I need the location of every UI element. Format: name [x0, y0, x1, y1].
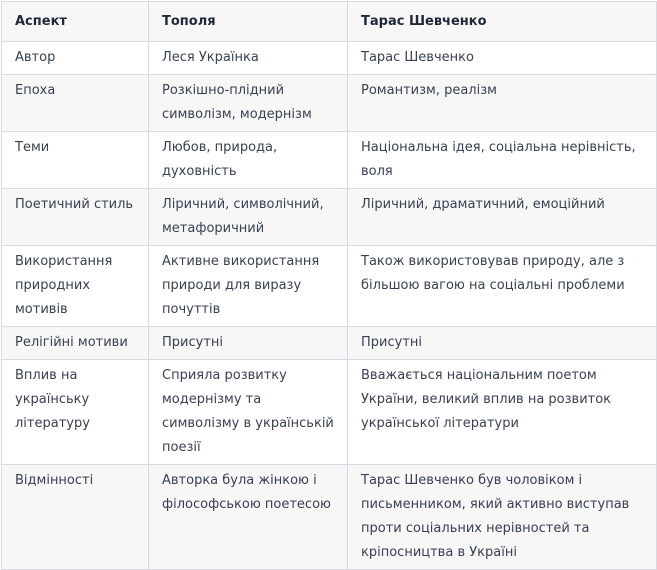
cell-aspect: Автор [2, 42, 149, 75]
table-row [2, 189, 657, 246]
cell-aspect: Відмінності [2, 465, 149, 570]
cell-aspect: Епоха [2, 75, 149, 132]
cell-topolia: Сприяла розвитку модернізму та символізму в українській поезії [149, 360, 348, 465]
cell-topolia: Любов, природа, духовність [149, 132, 348, 189]
header-row [2, 2, 657, 42]
cell-topolia: Авторка була жінкою і філософською поетесою [149, 465, 348, 570]
comparison-table [1, 1, 657, 570]
cell-topolia: Розкішно-плідний символізм, модернізм [149, 75, 348, 132]
table-row [2, 360, 657, 465]
table-row [2, 132, 657, 189]
cell-shevchenko: Національна ідея, соціальна нерівність, воля [348, 132, 657, 189]
table-row [2, 42, 657, 75]
table-row [2, 246, 657, 327]
cell-topolia: Ліричний, символічний, метафоричний [149, 189, 348, 246]
cell-topolia: Присутні [149, 327, 348, 360]
cell-shevchenko: Романтизм, реалізм [348, 75, 657, 132]
table-body [2, 42, 657, 570]
cell-shevchenko: Тарас Шевченко був чоловіком і письменником, який активно виступав проти соціальних нерівностей та кріпосництва в Україні [348, 465, 657, 570]
header-shevchenko: Тарас Шевченко [348, 2, 657, 42]
table-row [2, 465, 657, 570]
cell-shevchenko: Ліричний, драматичний, емоційний [348, 189, 657, 246]
cell-shevchenko: Тарас Шевченко [348, 42, 657, 75]
cell-aspect: Поетичний стиль [2, 189, 149, 246]
cell-shevchenko: Присутні [348, 327, 657, 360]
cell-topolia: Леся Українка [149, 42, 348, 75]
cell-aspect: Вплив на українську літературу [2, 360, 149, 465]
header-aspect: Аспект [2, 2, 149, 42]
cell-aspect: Використання природних мотивів [2, 246, 149, 327]
cell-topolia: Активне використання природи для виразу почуттів [149, 246, 348, 327]
cell-aspect: Теми [2, 132, 149, 189]
header-topolia: Тополя [149, 2, 348, 42]
table-row [2, 75, 657, 132]
table-row [2, 327, 657, 360]
table-header [2, 2, 657, 42]
cell-shevchenko: Також використовував природу, але з більшою вагою на соціальні проблеми [348, 246, 657, 327]
cell-shevchenko: Вважається національним поетом України, великий вплив на розвиток української літератури [348, 360, 657, 465]
cell-aspect: Релігійні мотиви [2, 327, 149, 360]
